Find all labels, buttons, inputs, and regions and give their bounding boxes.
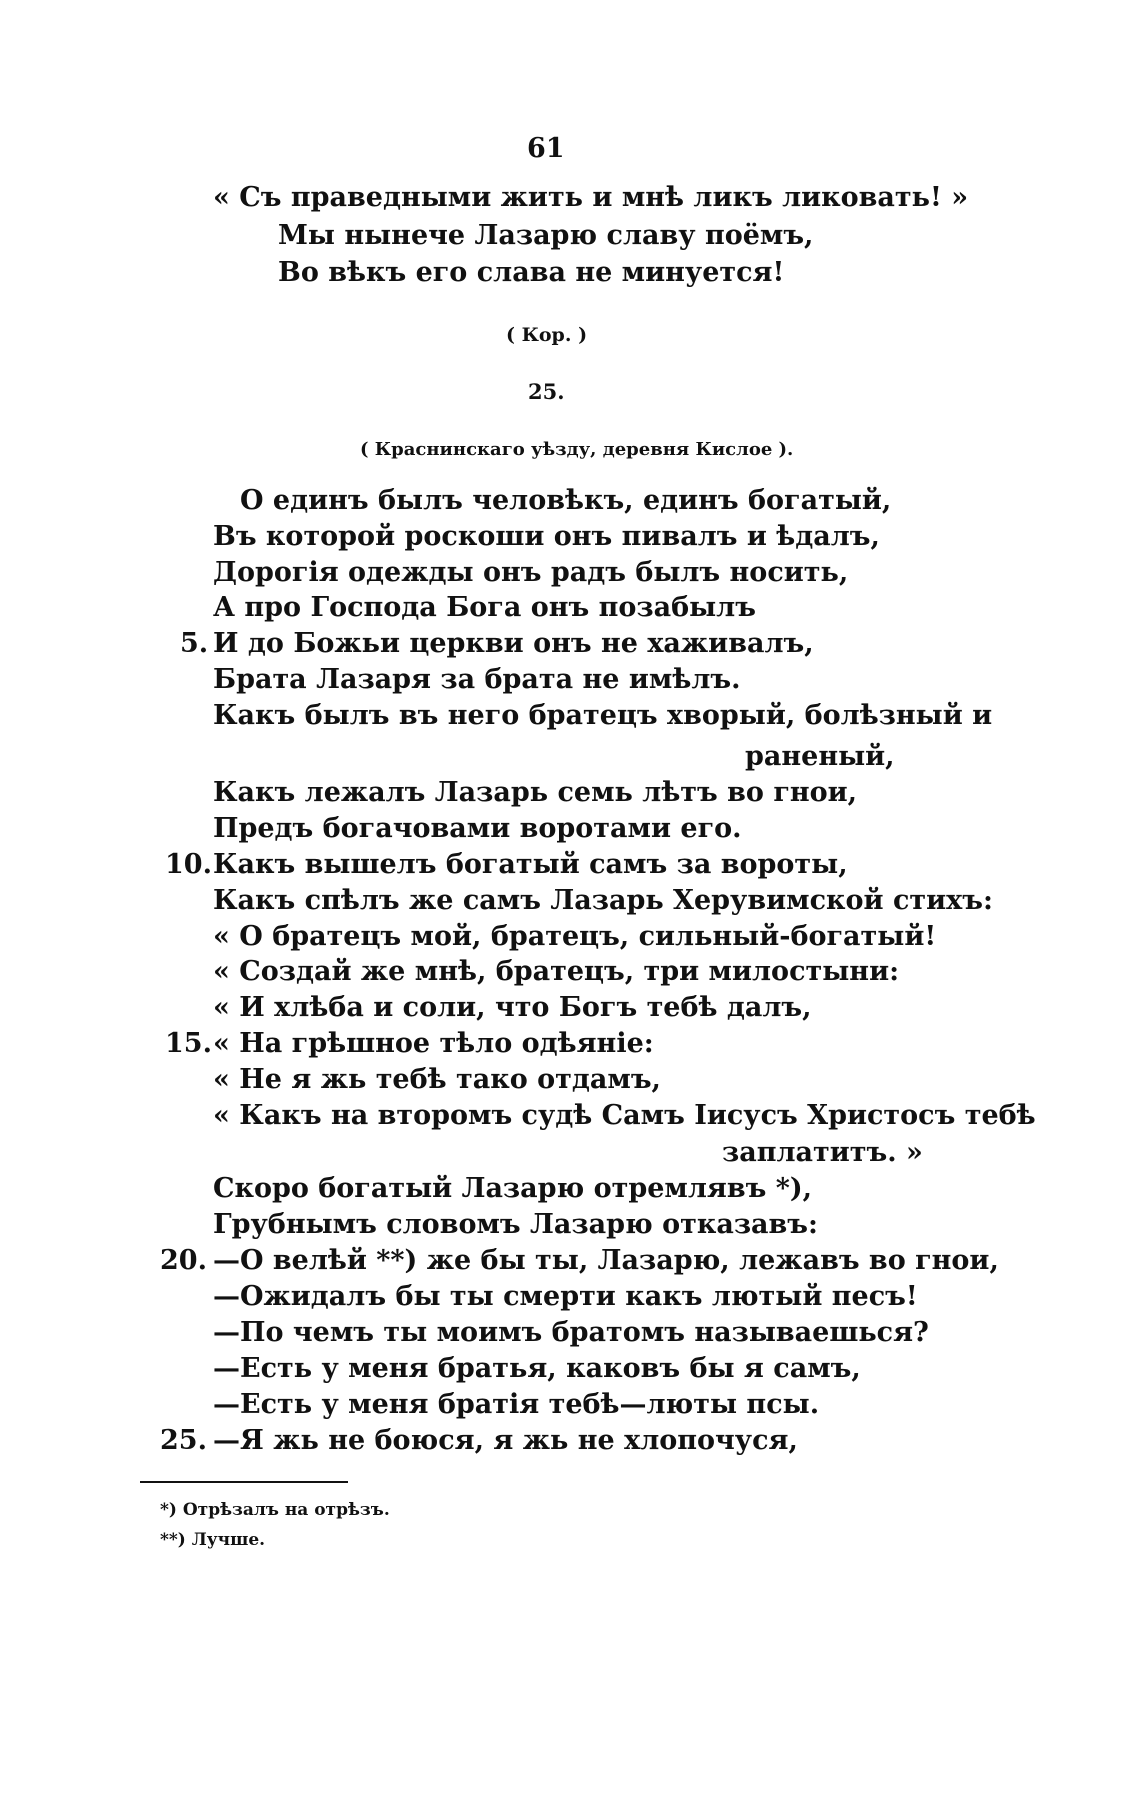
verse-line: Брата Лазаря за брата не имѣлъ. — [213, 664, 741, 695]
verse-line: Предъ богачовами воротами его. — [213, 813, 742, 844]
line-number: 25. — [160, 1425, 207, 1456]
line-number: 15. — [165, 1028, 212, 1059]
line-number: 20. — [160, 1245, 207, 1276]
verse-line-continuation: раненый, — [745, 741, 895, 772]
verse-line: « На грѣшное тѣло одѣяніе: — [213, 1028, 654, 1059]
verse-line: « Какъ на второмъ судѣ Самъ Іисусъ Христосъ тебѣ — [213, 1100, 1036, 1131]
verse-line: —По чемъ ты моимъ братомъ называешься? — [213, 1317, 929, 1348]
verse-line: А про Господа Бога онъ позабылъ — [213, 592, 756, 623]
verse-line: И до Божьи церкви онъ не хаживалъ, — [213, 628, 814, 659]
verse-line: —О велѣй **) же бы ты, Лазарю, лежавъ во гнои, — [213, 1245, 999, 1276]
opening-line-2: Мы нынече Лазарю славу поёмъ, — [278, 220, 814, 251]
footnote-2: **) Лучше. — [160, 1530, 266, 1550]
opening-line-3: Во вѣкъ его слава не минуется! — [278, 257, 785, 288]
verse-line: —Есть у меня братія тебѣ—люты псы. — [213, 1389, 820, 1420]
song-number: 25. — [528, 379, 565, 404]
verse-line: —Ожидалъ бы ты смерти какъ лютый песъ! — [213, 1281, 918, 1312]
verse-line: Какъ былъ въ него братецъ хворый, болѣзный и — [213, 700, 993, 731]
verse-line: Въ которой роскоши онъ пивалъ и ѣдалъ, — [213, 521, 880, 552]
line-number: 5. — [180, 628, 209, 659]
line-number: 10. — [165, 849, 212, 880]
verse-line: Какъ лежалъ Лазарь семь лѣтъ во гнои, — [213, 777, 858, 808]
attribution: ( Кор. ) — [506, 324, 588, 346]
verse-line: —Есть у меня братья, каковъ бы я самъ, — [213, 1353, 861, 1384]
verse-line: « Создай же мнѣ, братецъ, три милостыни: — [213, 956, 900, 987]
verse-line: О единъ былъ человѣкъ, единъ богатый, — [240, 485, 892, 516]
footnote-divider — [140, 1481, 348, 1483]
verse-line: « О братецъ мой, братецъ, сильный-богатый! — [213, 921, 937, 952]
verse-line: —Я жь не боюся, я жь не хлопочуся, — [213, 1425, 798, 1456]
opening-line-1: « Съ праведными жить и мнѣ ликъ ликовать! » — [213, 182, 969, 213]
verse-line: Какъ спѣлъ же самъ Лазарь Херувимской стихъ: — [213, 885, 993, 916]
verse-line: Скоро богатый Лазарю отремлявъ *), — [213, 1173, 813, 1204]
footnote-1: *) Отрѣзалъ на отрѣзъ. — [160, 1500, 390, 1520]
verse-line-continuation: заплатитъ. » — [722, 1137, 923, 1168]
page-number: 61 — [527, 133, 565, 164]
verse-line: Грубнымъ словомъ Лазарю отказавъ: — [213, 1209, 818, 1240]
verse-line: « И хлѣба и соли, что Богъ тебѣ далъ, — [213, 992, 812, 1023]
verse-line: Дорогія одежды онъ радъ былъ носить, — [213, 557, 849, 588]
verse-line: Какъ вышелъ богатый самъ за вороты, — [213, 849, 848, 880]
location-note: ( Краснинскаго уѣзду, деревня Кислое ). — [360, 439, 794, 460]
verse-line: « Не я жь тебѣ тако отдамъ, — [213, 1064, 661, 1095]
